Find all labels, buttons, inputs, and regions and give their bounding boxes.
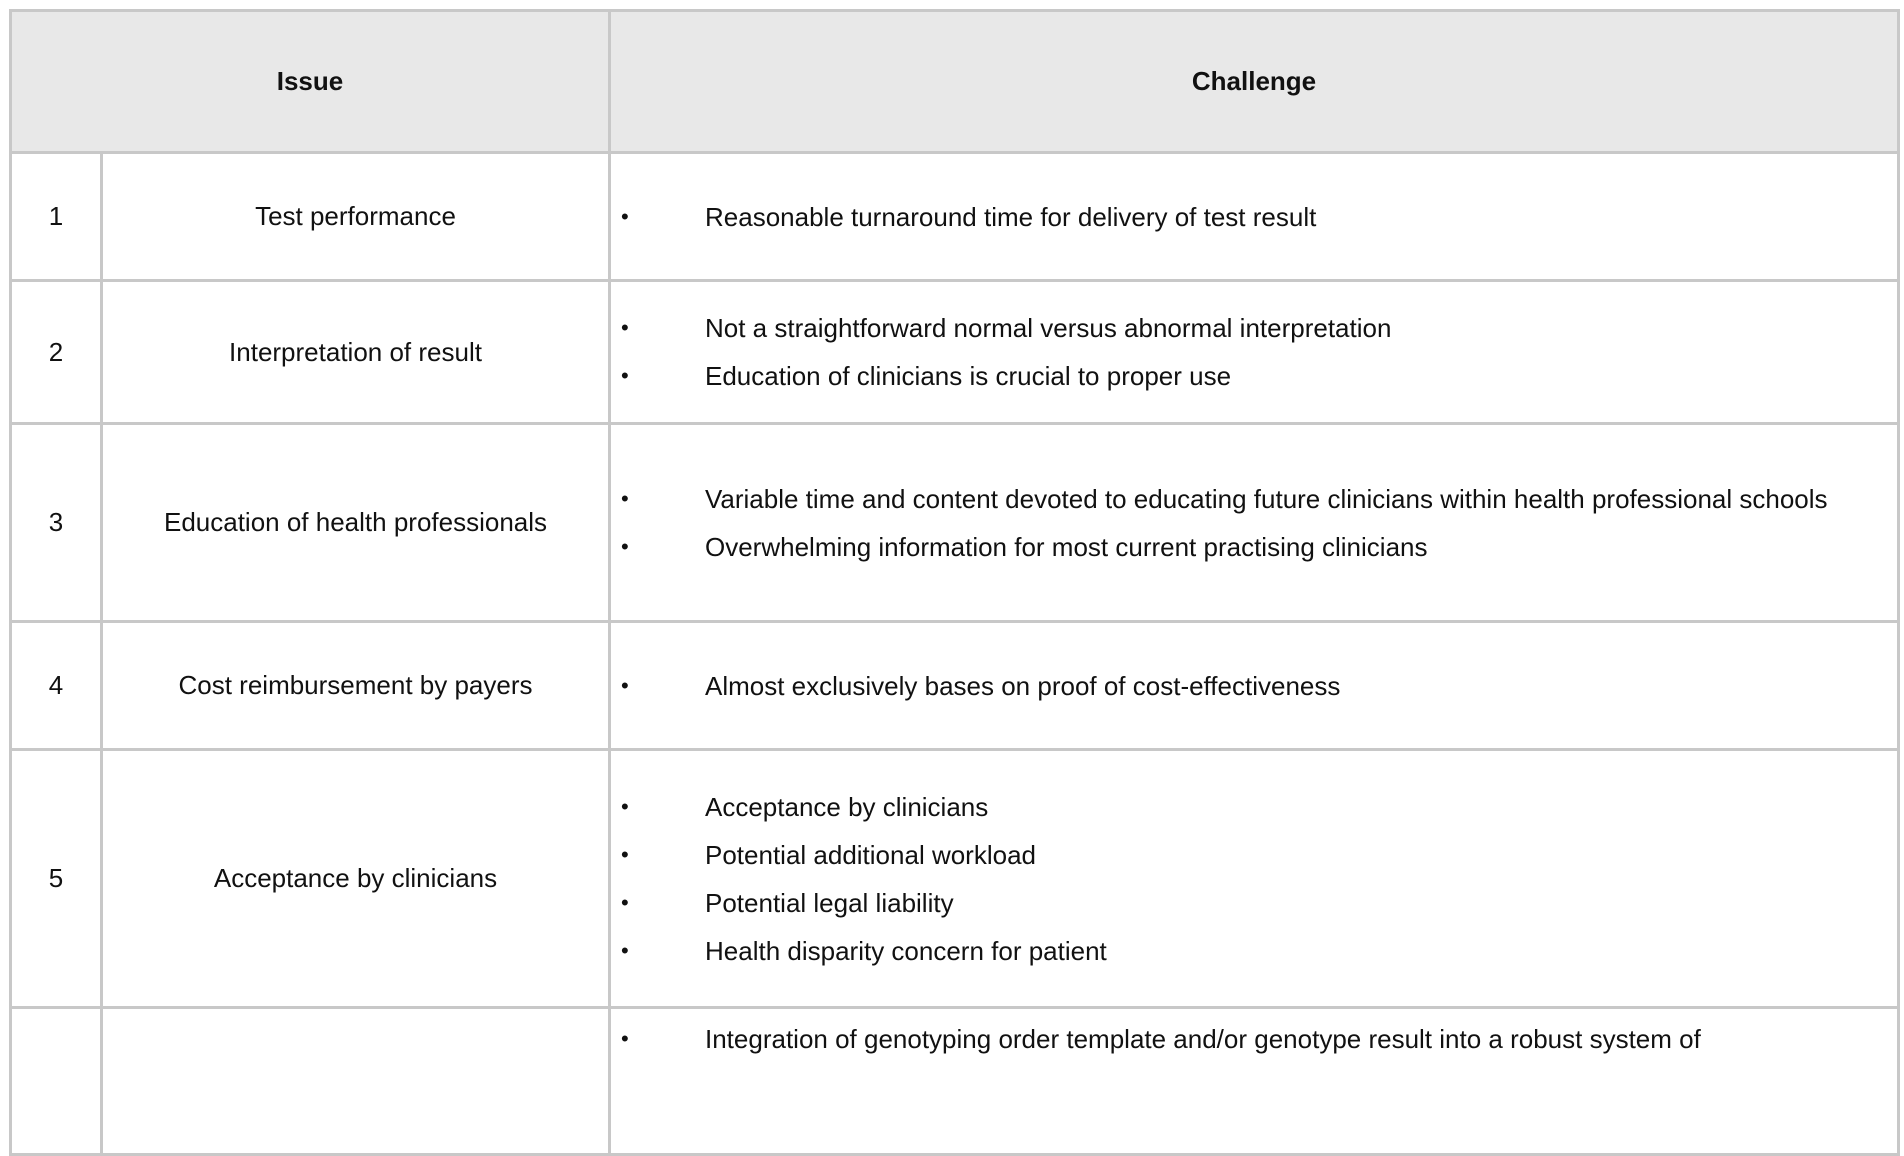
issue-cell: Interpretation of result xyxy=(102,281,610,424)
table-row xyxy=(11,281,1899,424)
challenge-cell xyxy=(610,281,1899,424)
challenge-item: • Variable time and content devoted to educating future clinicians within health professional schools xyxy=(611,475,1887,523)
challenge-item: • Integration of genotyping order template and/or genotype result into a robust system of xyxy=(611,1015,1887,1063)
challenge-item: • Acceptance by clinicians xyxy=(611,783,1887,831)
challenge-list xyxy=(611,304,1887,400)
challenge-item: • Potential additional workload xyxy=(611,831,1887,879)
table-row xyxy=(11,750,1899,1008)
table-row xyxy=(11,1008,1899,1155)
challenge-item: • Education of clinicians is crucial to proper use xyxy=(611,352,1887,400)
issue-cell: Test performance xyxy=(102,153,610,281)
issue-cell: Acceptance by clinicians xyxy=(102,750,610,1008)
challenge-item: • Potential legal liability xyxy=(611,879,1887,927)
challenge-column-header: Challenge xyxy=(610,11,1899,153)
row-number: 1 xyxy=(11,153,102,281)
row-number: 4 xyxy=(11,622,102,750)
challenge-item: • Reasonable turnaround time for delivery of test result xyxy=(611,193,1887,241)
issue-cell: Cost reimbursement by payers xyxy=(102,622,610,750)
issue-column-header: Issue xyxy=(11,11,610,153)
table-header-row xyxy=(11,11,1899,153)
challenge-list xyxy=(611,783,1887,975)
table-row xyxy=(11,153,1899,281)
row-number xyxy=(11,1008,102,1155)
challenge-item: • Overwhelming information for most current practising clinicians xyxy=(611,523,1887,571)
issues-table-container xyxy=(9,9,1897,1156)
challenge-list xyxy=(611,1015,1887,1063)
challenge-cell xyxy=(610,1008,1899,1155)
challenge-list xyxy=(611,193,1887,241)
table-row xyxy=(11,424,1899,622)
row-number: 2 xyxy=(11,281,102,424)
challenge-cell xyxy=(610,622,1899,750)
challenge-item: • Health disparity concern for patient xyxy=(611,927,1887,975)
challenge-item: • Almost exclusively bases on proof of cost-effectiveness xyxy=(611,662,1887,710)
challenge-cell xyxy=(610,750,1899,1008)
table-row xyxy=(11,622,1899,750)
row-number: 3 xyxy=(11,424,102,622)
issue-cell xyxy=(102,1008,610,1155)
challenge-item: • Not a straightforward normal versus abnormal interpretation xyxy=(611,304,1887,352)
challenge-list xyxy=(611,475,1887,571)
challenge-cell xyxy=(610,153,1899,281)
challenge-list xyxy=(611,662,1887,710)
row-number: 5 xyxy=(11,750,102,1008)
challenge-cell xyxy=(610,424,1899,622)
issue-cell: Education of health professionals xyxy=(102,424,610,622)
issues-challenges-table xyxy=(9,9,1900,1156)
